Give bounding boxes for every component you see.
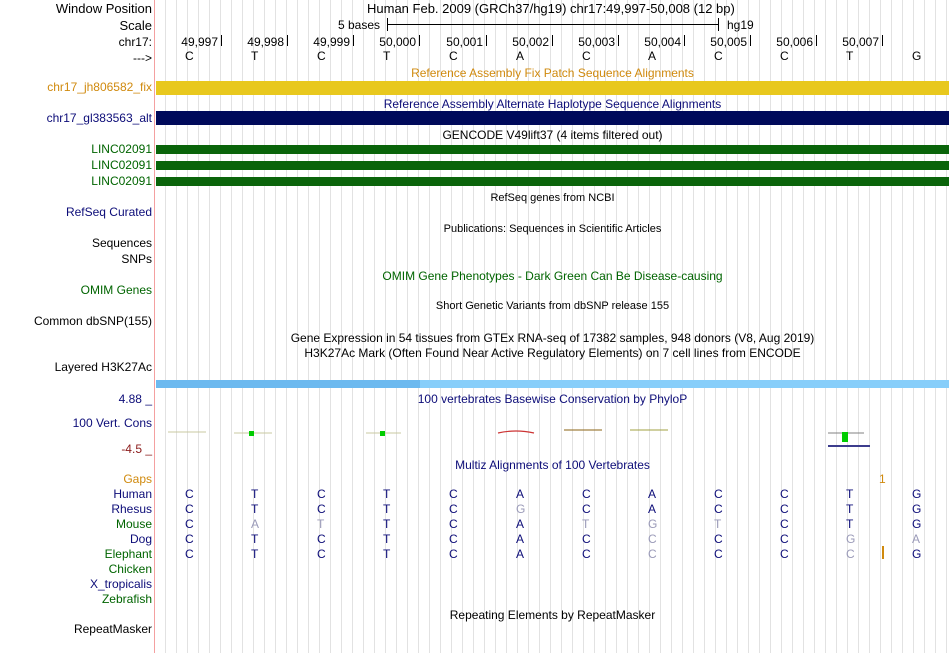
gaps-label[interactable]: Gaps — [123, 472, 152, 486]
species-label[interactable]: Dog — [129, 532, 152, 546]
ruler-position-label: 49,999 — [313, 35, 350, 49]
gencode-feature-bar[interactable] — [156, 145, 949, 154]
gtex-track-title[interactable]: Gene Expression in 54 tissues from GTEx RNA-seq of 17382 samples, 948 donors (V8, Aug 2019) — [290, 331, 815, 345]
reference-base: C — [185, 49, 194, 63]
repeatmasker-track-title[interactable]: Repeating Elements by RepeatMasker — [449, 608, 656, 622]
ruler-position-label: 50,004 — [644, 35, 681, 49]
chrom-label: chr17: — [118, 35, 152, 49]
h3k27ac-track-title[interactable]: H3K27Ac Mark (Often Found Near Active Regulatory Elements) on 7 cell lines from ENCODE — [304, 346, 801, 360]
alignment-base: A — [516, 532, 525, 546]
alignment-base: T — [383, 502, 391, 516]
phylop-max-label: 4.88 _ — [118, 392, 152, 406]
ruler-tick — [816, 35, 817, 46]
alignment-base: C — [780, 547, 789, 561]
reference-base: C — [582, 49, 591, 63]
alignment-base: T — [251, 502, 259, 516]
alignment-base: C — [780, 517, 789, 531]
ruler-tick — [552, 35, 553, 46]
reference-base: A — [516, 49, 525, 63]
phylop-peak — [842, 432, 848, 442]
alignment-base: G — [912, 502, 922, 516]
species-label[interactable]: Elephant — [104, 547, 152, 561]
reference-base: T — [383, 49, 391, 63]
ruler-tick — [221, 35, 222, 46]
alignment-base: T — [317, 517, 325, 531]
alignment-base: C — [714, 487, 723, 501]
strand-label: ---> — [133, 51, 152, 65]
alignment-base: C — [185, 502, 194, 516]
ruler-position-label: 50,000 — [379, 35, 416, 49]
repeatmasker-label[interactable]: RepeatMasker — [73, 622, 152, 636]
scale-bar-right-cap — [718, 18, 719, 31]
alignment-base: C — [317, 532, 326, 546]
alignment-base: C — [317, 487, 326, 501]
alignment-base: C — [780, 487, 789, 501]
alignment-base: C — [582, 532, 591, 546]
omim-label[interactable]: OMIM Genes — [80, 283, 152, 297]
alignment-base: T — [714, 517, 722, 531]
alignment-base: T — [582, 517, 590, 531]
gencode-feature-bar[interactable] — [156, 161, 949, 170]
reference-base: C — [780, 49, 789, 63]
reference-base: A — [648, 49, 657, 63]
alignment-base: T — [846, 487, 854, 501]
alignment-base: C — [648, 532, 657, 546]
alignment-base: T — [251, 487, 259, 501]
alignment-base: A — [912, 532, 921, 546]
alignment-base: C — [846, 547, 855, 561]
ruler-position-label: 50,001 — [446, 35, 483, 49]
alignment-base: C — [714, 532, 723, 546]
alignment-base: C — [582, 502, 591, 516]
alignment-base: C — [582, 487, 591, 501]
alignment-base: A — [516, 517, 525, 531]
phylop-segment — [498, 431, 534, 433]
alignment-base: G — [648, 517, 658, 531]
species-label[interactable]: Rhesus — [111, 502, 152, 516]
alignment-base: G — [912, 547, 922, 561]
scale-label: Scale — [119, 18, 152, 33]
ruler-position-label: 50,007 — [842, 35, 879, 49]
ruler-tick — [882, 35, 883, 46]
alignment-base: T — [251, 547, 259, 561]
scale-bar — [387, 24, 718, 25]
window-position-label: Window Position — [55, 1, 152, 16]
alignment-base: G — [912, 487, 922, 501]
alignment-base: C — [317, 502, 326, 516]
reference-base: C — [449, 49, 458, 63]
window-position-value: Human Feb. 2009 (GRCh37/hg19) chr17:49,997-50,008 (12 bp) — [367, 1, 735, 16]
species-label[interactable]: Mouse — [115, 517, 152, 531]
fix-patch-bar[interactable] — [156, 81, 949, 95]
alignment-base: C — [449, 532, 458, 546]
gencode-feature-bar[interactable] — [156, 177, 949, 186]
alignment-base: A — [516, 487, 525, 501]
reference-base: C — [317, 49, 326, 63]
alignment-base: T — [846, 517, 854, 531]
reference-base: G — [912, 49, 922, 63]
ruler-tick — [750, 35, 751, 46]
alignment-base: A — [251, 517, 260, 531]
dbsnp-label[interactable]: Common dbSNP(155) — [33, 314, 152, 328]
elephant-gap-marker — [882, 546, 884, 559]
gaps-value: 1 — [879, 472, 886, 486]
ruler-position-label: 49,998 — [247, 35, 284, 49]
alignment-base: C — [449, 547, 458, 561]
multiz-track-title[interactable]: Multiz Alignments of 100 Vertebrates — [455, 458, 650, 472]
alignment-base: A — [648, 487, 657, 501]
alignment-base: A — [516, 547, 525, 561]
gencode-track-title[interactable]: GENCODE V49lift37 (4 items filtered out) — [442, 128, 663, 142]
scale-value: 5 bases — [338, 18, 381, 32]
alignment-base: T — [251, 532, 259, 546]
phylop-track-title[interactable]: 100 vertebrates Basewise Conservation by PhyloP — [417, 392, 688, 406]
species-label[interactable]: Human — [113, 487, 152, 501]
ruler-position-label: 50,005 — [710, 35, 747, 49]
alignment-base: C — [449, 487, 458, 501]
gencode-item-label[interactable]: LINC02091 — [91, 158, 152, 172]
fix-patch-track-title[interactable]: Reference Assembly Fix Patch Sequence Alignments — [411, 66, 694, 80]
alignment-base: A — [648, 502, 657, 516]
alignment-base: C — [185, 517, 194, 531]
scale-bar-left-cap — [387, 18, 388, 31]
alignment-base: G — [912, 517, 922, 531]
alt-haplotype-bar[interactable] — [156, 111, 949, 125]
alignment-base: T — [846, 502, 854, 516]
alt-haplotype-track-title[interactable]: Reference Assembly Alternate Haplotype Sequence Alignments — [383, 97, 722, 111]
ruler-tick — [353, 35, 354, 46]
phylop-label[interactable]: 100 Vert. Cons — [72, 416, 152, 430]
ruler-tick — [684, 35, 685, 46]
species-label[interactable]: Zebrafish — [101, 592, 152, 606]
alignment-base: G — [516, 502, 526, 516]
alignment-base: C — [449, 517, 458, 531]
species-label[interactable]: Chicken — [108, 562, 152, 576]
publications-track-title[interactable]: Publications: Sequences in Scientific Articles — [443, 223, 662, 235]
alignment-base: C — [714, 547, 723, 561]
reference-base: T — [846, 49, 854, 63]
h3k27ac-signal-peak[interactable] — [156, 380, 420, 388]
alignment-base: C — [582, 547, 591, 561]
refseq-label[interactable]: RefSeq Curated — [65, 205, 152, 219]
assembly-label: hg19 — [727, 18, 754, 32]
alignment-base: C — [714, 502, 723, 516]
ruler-tick — [287, 35, 288, 46]
alignment-base: T — [383, 547, 391, 561]
ruler-position-label: 50,003 — [578, 35, 615, 49]
alignment-base: T — [383, 517, 391, 531]
alignment-base: C — [185, 547, 194, 561]
sequences-label[interactable]: Sequences — [91, 236, 152, 250]
reference-base: T — [251, 49, 259, 63]
alignment-base: C — [185, 487, 194, 501]
snps-label[interactable]: SNPs — [121, 252, 152, 266]
gencode-item-label[interactable]: LINC02091 — [91, 174, 152, 188]
species-label[interactable]: X_tropicalis — [89, 577, 152, 591]
ruler-tick — [419, 35, 420, 46]
alignment-base: C — [648, 547, 657, 561]
alignment-base: G — [846, 532, 856, 546]
alignment-base: T — [383, 487, 391, 501]
ruler-position-label: 50,006 — [776, 35, 813, 49]
alignment-base: C — [449, 502, 458, 516]
ruler-tick — [486, 35, 487, 46]
dbsnp-track-title[interactable]: Short Genetic Variants from dbSNP release 155 — [435, 300, 670, 312]
fix-patch-item-label[interactable]: chr17_jh806582_fix — [47, 80, 152, 94]
alignment-base: C — [780, 532, 789, 546]
h3k27ac-label[interactable]: Layered H3K27Ac — [54, 360, 152, 374]
gencode-item-label[interactable]: LINC02091 — [91, 142, 152, 156]
ruler-position-label: 50,002 — [512, 35, 549, 49]
track-label-divider — [154, 0, 155, 653]
omim-track-title[interactable]: OMIM Gene Phenotypes - Dark Green Can Be Disease-causing — [382, 269, 723, 283]
ruler-tick — [618, 35, 619, 46]
phylop-peak — [380, 431, 385, 436]
phylop-wiggle[interactable] — [156, 420, 949, 452]
refseq-track-title[interactable]: RefSeq genes from NCBI — [490, 192, 615, 204]
alignment-base: C — [780, 502, 789, 516]
phylop-peak — [249, 431, 254, 436]
alt-haplotype-item-label[interactable]: chr17_gl383563_alt — [46, 111, 152, 125]
alignment-base: C — [317, 547, 326, 561]
reference-base: C — [714, 49, 723, 63]
alignment-base: C — [185, 532, 194, 546]
ruler-position-label: 49,997 — [181, 35, 218, 49]
alignment-base: T — [383, 532, 391, 546]
phylop-min-label: -4.5 _ — [121, 442, 152, 456]
